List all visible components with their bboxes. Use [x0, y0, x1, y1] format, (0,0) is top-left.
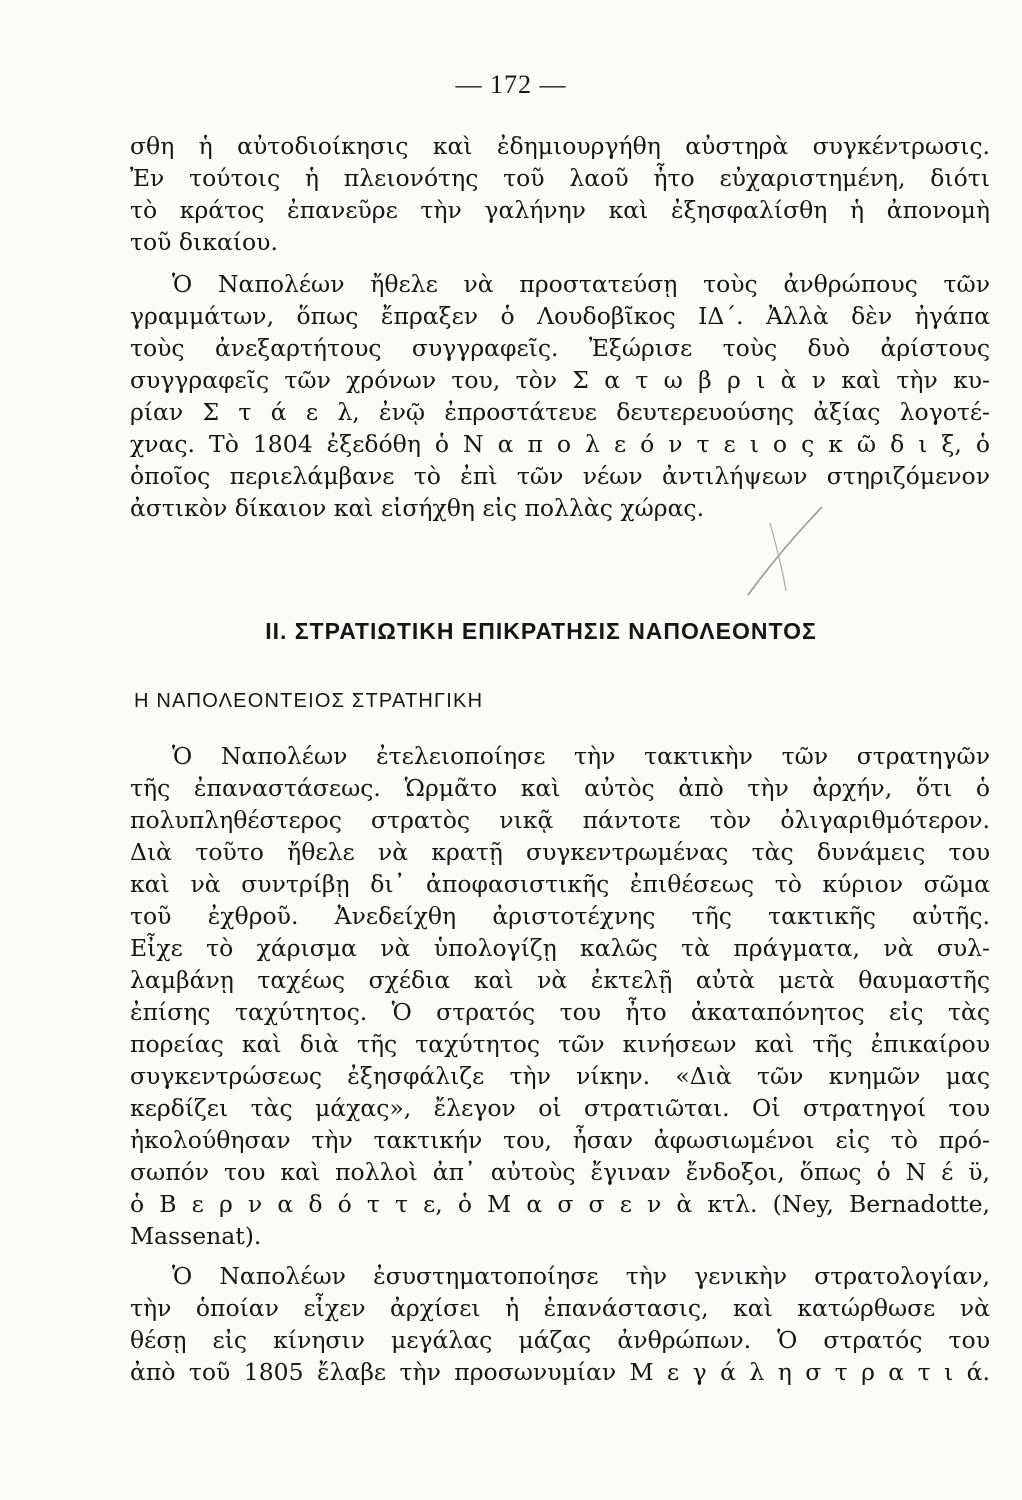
text-line: Διὰ τοῦτο ἤθελε νὰ κρατῇ συγκεντρωμένας τὰς δυνάμεις του	[130, 838, 990, 866]
text-line: χνας. Τὸ 1804 ἐξεδόθη ὁ Ν α π ο λ ε ό ν τ ε ι ο ς κ ῶ δ ι ξ, ὁ	[130, 430, 990, 458]
text-line: Massenat).	[130, 1222, 262, 1250]
text-line: Εἶχε τὸ χάρισμα νὰ ὑπολογίζῃ καλῶς τὰ πράγματα, νὰ συλ-	[130, 934, 990, 962]
subsection-heading: Η ΝΑΠΟΛΕΟΝΤΕΙΟΣ ΣΤΡΑΤΗΓΙΚΗ	[134, 690, 484, 712]
text-line: τὴν ὁποίαν εἶχεν ἀρχίσει ἡ ἐπανάστασις, καὶ κατώρθωσε νὰ	[130, 1294, 990, 1322]
text-line: ὁ Β ε ρ ν α δ ό τ τ ε, ὁ Μ α σ σ ε ν ὰ κτλ. (Ney, Bernadotte,	[130, 1190, 990, 1218]
pencil-mark	[740, 495, 830, 605]
text-line: τὸ κράτος ἐπανεῦρε τὴν γαλήνην καὶ ἐξησφαλίσθη ἡ ἀπονομὴ	[130, 196, 990, 224]
text-line: τοὺς ἀνεξαρτήτους συγγραφεῖς. Ἐξώρισε τοὺς δυὸ ἀρίστους	[130, 334, 990, 362]
text-line: τῆς ἐπαναστάσεως. Ὡρμᾶτο καὶ αὐτὸς ἀπὸ τὴν ἀρχήν, ὅτι ὁ	[130, 774, 990, 802]
paragraph-1	[130, 130, 990, 258]
text-line: ὁποῖος περιελάμβανε τὸ ἐπὶ τῶν νέων ἀντιλήψεων στηριζόμενον	[130, 462, 990, 490]
text-line: συγκεντρώσεως ἐξησφάλιζε τὴν νίκην. «Διὰ τῶν κνημῶν μας	[130, 1062, 990, 1090]
text-line: γραμμάτων, ὅπως ἔπραξεν ὁ Λουδοβῖκος ΙΔ΄. Ἀλλὰ δὲν ἠγάπα	[130, 302, 990, 330]
text-line: συγγραφεῖς τῶν χρόνων του, τὸν Σ α τ ω β ρ ι ὰ ν καὶ τὴν κυ-	[130, 366, 990, 394]
text-line: τοῦ δικαίου.	[130, 228, 278, 256]
text-line: ἀστικὸν δίκαιον καὶ εἰσήχθη εἰς πολλὰς χώρας.	[130, 494, 705, 522]
text-line: ἐπίσης ταχύτητος. Ὁ στρατός του ἦτο ἀκαταπόνητος εἰς τὰς	[130, 998, 990, 1026]
text-line: Ὁ Ναπολέων ἐτελειοποίησε τὴν τακτικὴν τῶν στρατηγῶν	[172, 742, 990, 770]
text-line: ἠκολούθησαν τὴν τακτικήν του, ἦσαν ἀφωσιωμένοι εἰς τὸ πρό-	[130, 1126, 990, 1154]
text-line: κερδίζει τὰς μάχας», ἔλεγον οἱ στρατιῶται. Οἱ στρατηγοί του	[130, 1094, 990, 1122]
text-line: τοῦ ἐχθροῦ. Ἀνεδείχθη ἀριστοτέχνης τῆς τακτικῆς αὐτῆς.	[130, 902, 990, 930]
text-line: λαμβάνῃ ταχέως σχέδια καὶ νὰ ἐκτελῇ αὐτὰ μετὰ θαυμαστῆς	[130, 966, 990, 994]
text-line: πολυπληθέστερος στρατὸς νικᾷ πάντοτε τὸν ὀλιγαριθμότερον.	[130, 806, 990, 834]
section-heading: II. ΣΤΡΑΤΙΩΤΙΚΗ ΕΠΙΚΡΑΤΗΣΙΣ ΝΑΠΟΛΕΟΝΤΟΣ	[265, 618, 817, 644]
paragraph-2	[130, 268, 990, 524]
text-line: σωπόν του καὶ πολλοὶ ἀπ᾽ αὐτοὺς ἔγιναν ἔνδοξοι, ὅπως ὁ Ν έ ϋ,	[130, 1158, 990, 1186]
text-line: ἀπὸ τοῦ 1805 ἔλαβε τὴν προσωνυμίαν Μ ε γ ά λ η σ τ ρ α τ ι ά.	[130, 1358, 990, 1386]
text-line: Ἐν τούτοις ἡ πλειονότης τοῦ λαοῦ ἦτο εὐχαριστημένη, διότι	[130, 164, 990, 192]
paragraph-4	[130, 1260, 990, 1388]
text-line: ρίαν Σ τ ά ε λ, ἐνῷ ἐπροστάτευε δευτερευούσης ἀξίας λογοτέ-	[130, 398, 990, 426]
text-line: Ὁ Ναπολέων ἐσυστηματοποίησε τὴν γενικὴν στρατολογίαν,	[172, 1262, 990, 1290]
text-line: καὶ νὰ συντρίβῃ δι᾽ ἀποφασιστικῆς ἐπιθέσεως τὸ κύριον σῶμα	[130, 870, 990, 898]
text-line: Ὁ Ναπολέων ἤθελε νὰ προστατεύσῃ τοὺς ἀνθρώπους τῶν	[172, 270, 990, 298]
text-line: πορείας καὶ διὰ τῆς ταχύτητος τῶν κινήσεων καὶ τῆς ἐπικαίρου	[130, 1030, 990, 1058]
text-line: σθη ἡ αὐτοδιοίκησις καὶ ἐδημιουργήθη αὐστηρὰ συγκέντρωσις.	[130, 132, 990, 160]
text-line: θέσῃ εἰς κίνησιν μεγάλας μάζας ἀνθρώπων. Ὁ στρατός του	[130, 1326, 990, 1354]
page-number: — 172 —	[455, 70, 567, 99]
paragraph-3	[130, 740, 990, 1252]
